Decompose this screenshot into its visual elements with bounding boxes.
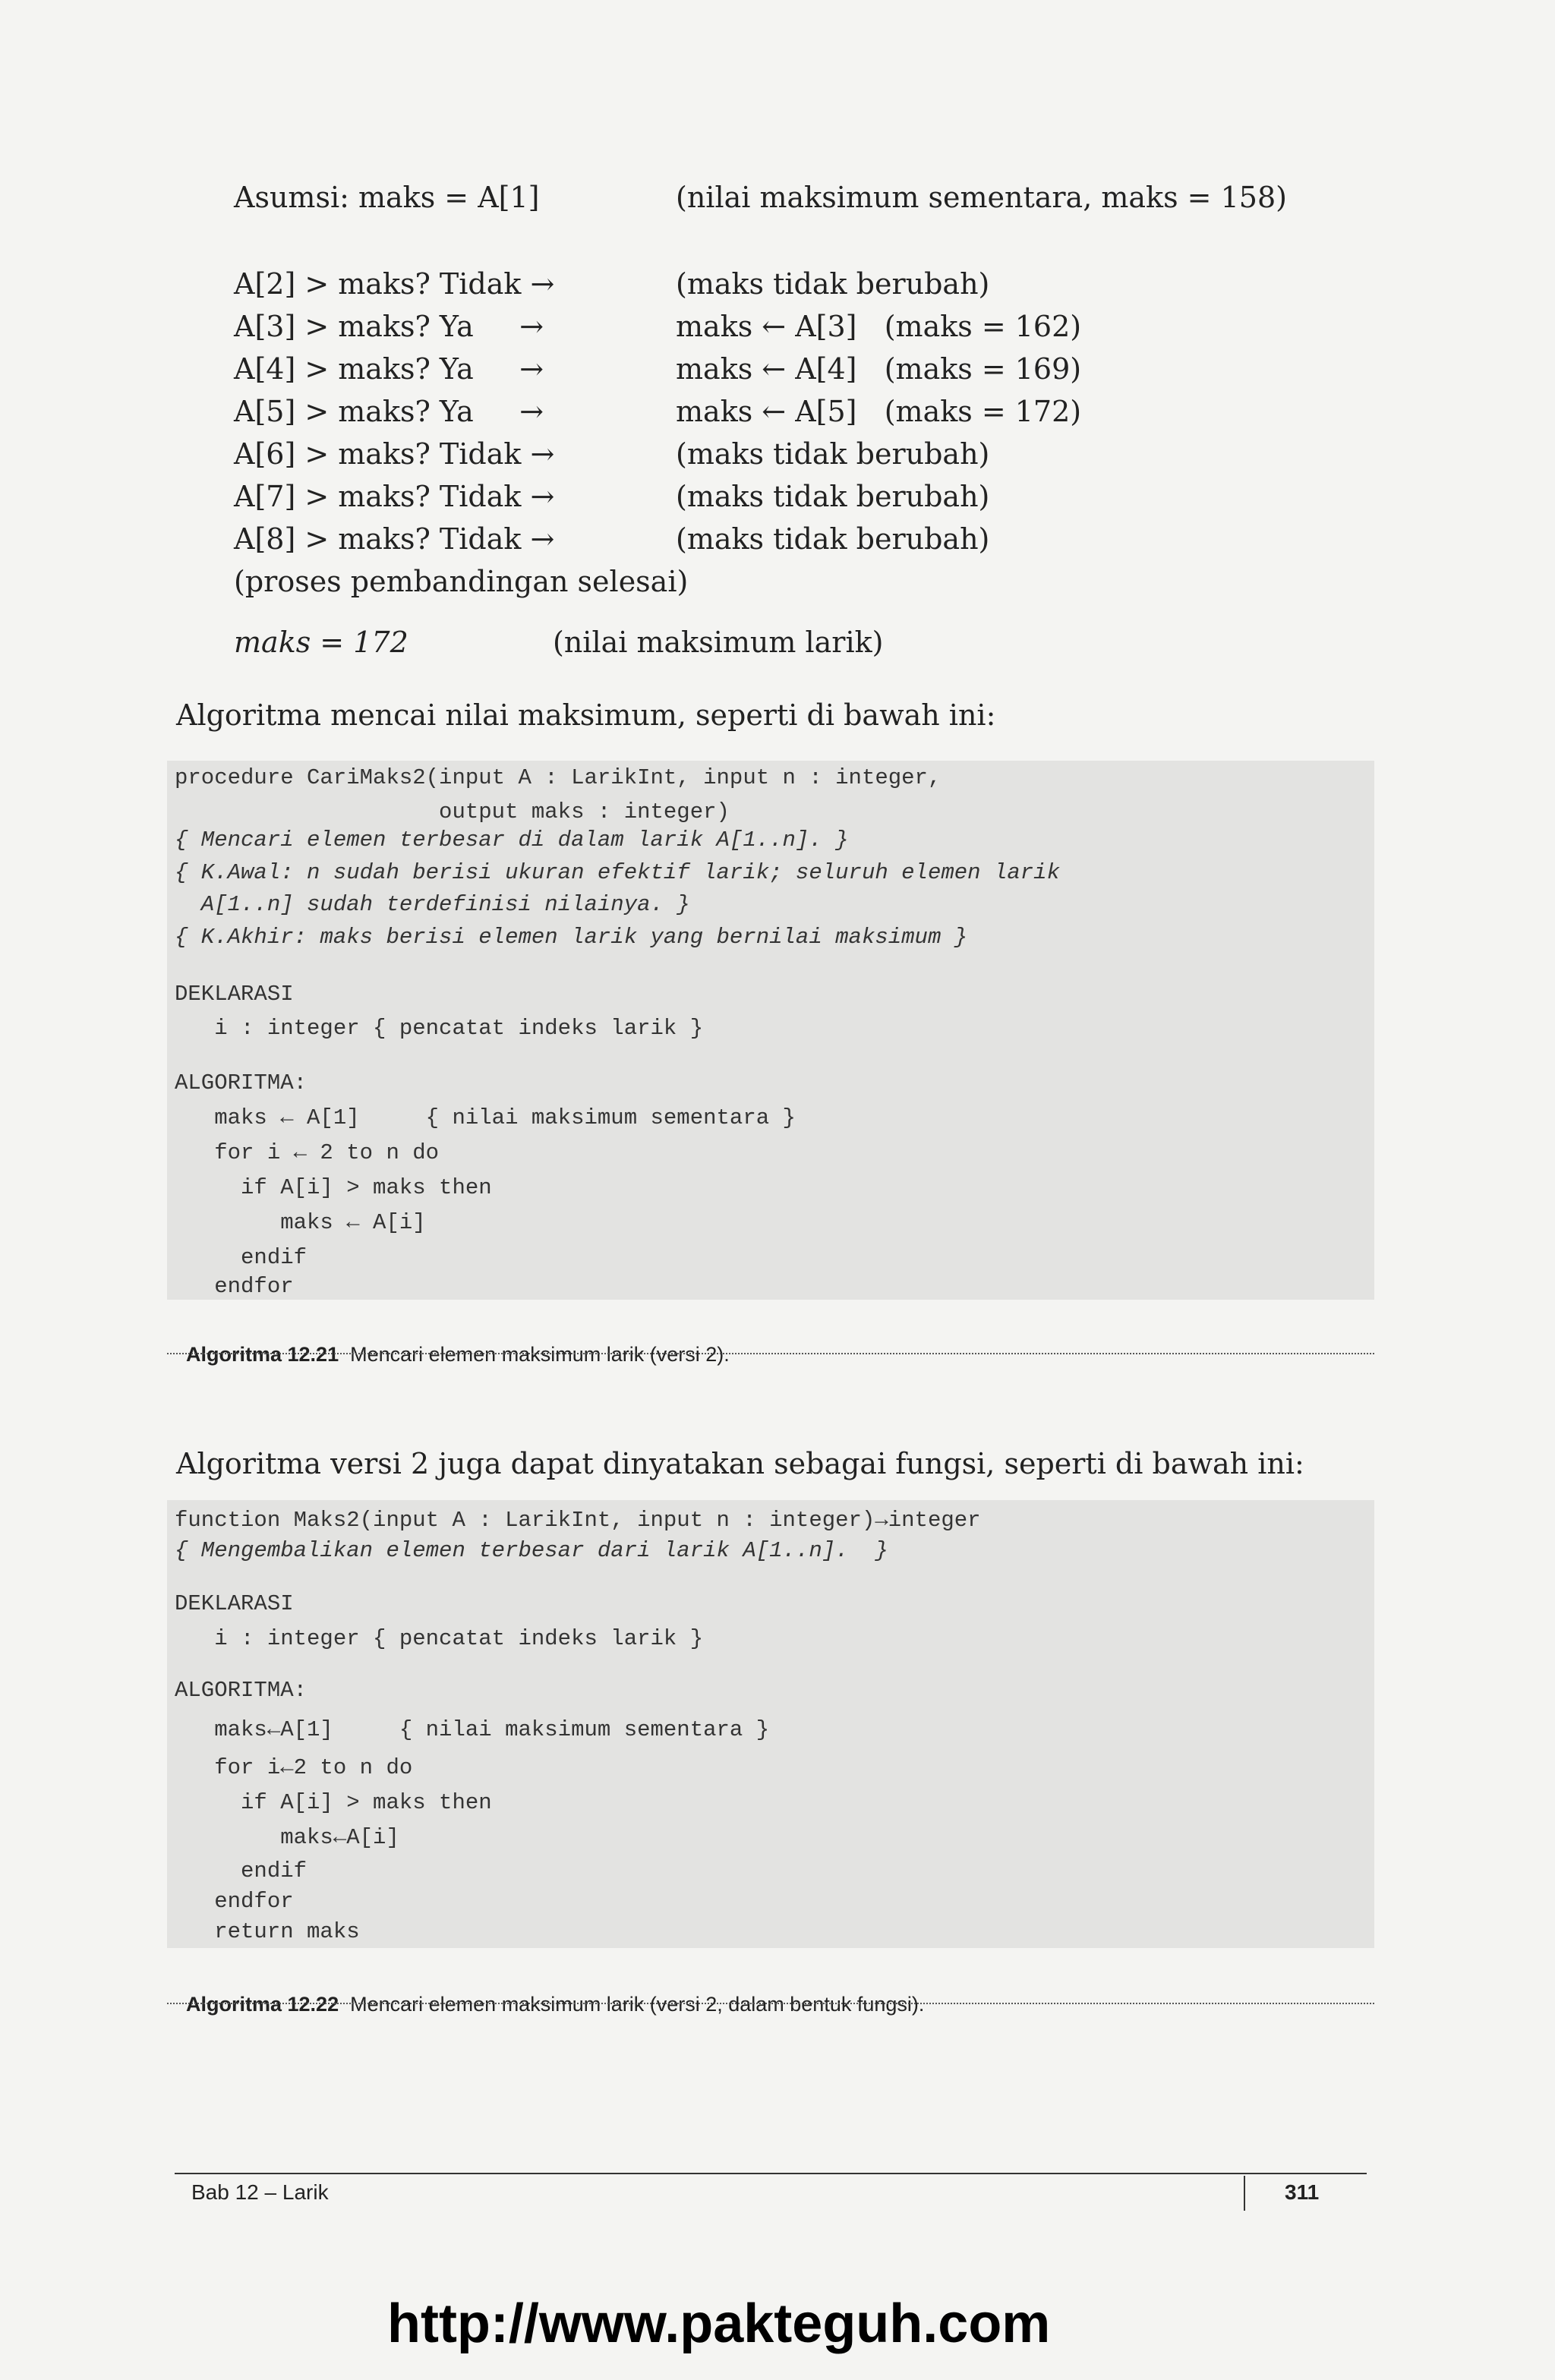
intro-paragraph-2: Algoritma versi 2 juga dapat dinyatakan sebagai fungsi, seperti di bawah ini:	[176, 1447, 1304, 1480]
code-line: maks←A[i]	[175, 1825, 399, 1850]
trace-final-right: (nilai maksimum larik)	[553, 626, 884, 659]
code-line: for i←2 to n do	[175, 1755, 413, 1780]
code-line: maks←A[1] { nilai maksimum sementara }	[175, 1717, 770, 1742]
page-number: 311	[1285, 2180, 1320, 2204]
trace-result-6: (maks tidak berubah)	[676, 437, 990, 471]
trace-cond-6: A[6] > maks? Tidak →	[234, 437, 555, 471]
code-line: maks ← A[1] { nilai maksimum sementara }	[175, 1105, 796, 1130]
code-line: output maks : integer)	[175, 799, 730, 824]
caption-algoritma-12-21	[175, 1319, 730, 1367]
code-line: maks ← A[i]	[175, 1210, 426, 1235]
trace-cond-2: A[2] > maks? Tidak →	[234, 267, 555, 301]
code-line: i : integer { pencatat indeks larik }	[175, 1626, 704, 1651]
code-line: function Maks2(input A : LarikInt, input n : integer)→integer	[175, 1508, 981, 1533]
caption-algoritma-12-22	[175, 1969, 924, 2016]
code-comment: { K.Akhir: maks berisi elemen larik yang bernilai maksimum }	[175, 925, 968, 950]
code-line: DEKLARASI	[175, 1591, 294, 1616]
code-comment: { Mengembalikan elemen terbesar dari larik A[1..n]. }	[175, 1538, 888, 1563]
trace-result-7: (maks tidak berubah)	[676, 480, 990, 513]
code-block-function	[167, 1500, 1374, 1948]
code-line: if A[i] > maks then	[175, 1175, 492, 1200]
intro-paragraph-1: Algoritma mencai nilai maksimum, seperti di bawah ini:	[176, 698, 996, 732]
trace-result-2: (maks tidak berubah)	[676, 267, 990, 301]
code-line: i : integer { pencatat indeks larik }	[175, 1016, 704, 1041]
footer-separator	[1244, 2176, 1245, 2211]
trace-cond-4: A[4] > maks? Ya →	[234, 352, 544, 386]
assumption-right: (nilai maksimum sementara, maks = 158)	[676, 181, 1287, 214]
code-line: endif	[175, 1245, 308, 1270]
footer-chapter: Bab 12 – Larik	[191, 2180, 329, 2204]
code-line: endfor	[175, 1274, 294, 1299]
code-comment: { K.Awal: n sudah berisi ukuran efektif larik; seluruh elemen larik	[175, 860, 1060, 885]
code-comment: A[1..n] sudah terdefinisi nilainya. }	[175, 892, 690, 917]
trace-done: (proses pembandingan selesai)	[234, 565, 689, 598]
caption-text: Mencari elemen maksimum larik (versi 2, dalam bentuk fungsi).	[350, 1993, 925, 2016]
code-line: if A[i] > maks then	[175, 1790, 492, 1815]
caption-divider	[167, 1353, 1374, 1354]
trace-cond-3: A[3] > maks? Ya →	[234, 310, 544, 343]
code-line: ALGORITMA:	[175, 1678, 308, 1703]
trace-result-8: (maks tidak berubah)	[676, 522, 990, 556]
code-line: DEKLARASI	[175, 982, 294, 1007]
code-line: for i ← 2 to n do	[175, 1140, 440, 1165]
code-line: return maks	[175, 1919, 360, 1944]
code-line: procedure CariMaks2(input A : LarikInt, input n : integer,	[175, 765, 942, 790]
watermark-url: http://www.pakteguh.com	[387, 2293, 1051, 2354]
trace-result-3: maks ← A[3] (maks = 162)	[676, 310, 1082, 343]
code-comment: { Mencari elemen terbesar di dalam larik A[1..n]. }	[175, 827, 849, 853]
code-line: endif	[175, 1858, 308, 1884]
caption-label: Algoritma 12.21	[186, 1343, 339, 1366]
caption-text: Mencari elemen maksimum larik (versi 2).	[350, 1343, 730, 1366]
trace-cond-7: A[7] > maks? Tidak →	[234, 480, 555, 513]
assumption-left: Asumsi: maks = A[1]	[234, 181, 540, 214]
code-line: ALGORITMA:	[175, 1070, 308, 1095]
code-line: endfor	[175, 1889, 294, 1914]
trace-cond-5: A[5] > maks? Ya →	[234, 395, 544, 428]
trace-final-left: maks = 172	[234, 626, 408, 659]
caption-divider	[167, 2003, 1374, 2004]
code-block-procedure	[167, 761, 1374, 1300]
trace-result-4: maks ← A[4] (maks = 169)	[676, 352, 1082, 386]
footer-rule	[175, 2173, 1367, 2174]
caption-label: Algoritma 12.22	[186, 1993, 339, 2016]
trace-result-5: maks ← A[5] (maks = 172)	[676, 395, 1082, 428]
trace-cond-8: A[8] > maks? Tidak →	[234, 522, 555, 556]
